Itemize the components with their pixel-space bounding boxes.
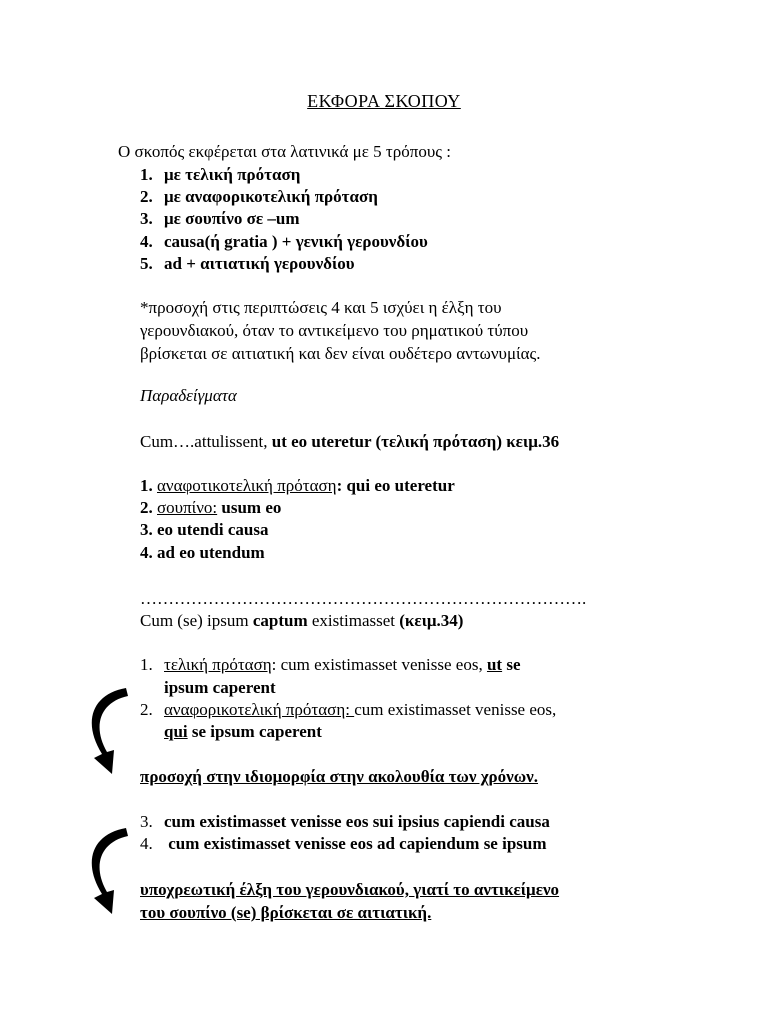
intro-text: Ο σκοπός εκφέρεται στα λατινικά με 5 τρόπους : — [118, 142, 451, 161]
example-2-item: 2. αναφορικοτελική πρόταση: cum existimasset venisse eos, — [140, 700, 557, 719]
curved-arrow-icon — [82, 682, 132, 778]
example-2-item-cont: qui se ipsum caperent — [164, 722, 322, 741]
note-line: γερουνδιακού, όταν το αντικείμενο του ρηματικού τύπου — [140, 321, 529, 340]
note-line: βρίσκεται σε αιτιατική και δεν είναι ουδέτερο αντωνυμίας. — [140, 344, 541, 363]
example-sentence-1: Cum….attulissent, ut eo uteretur (τελική πρόταση) κειμ.36 — [140, 432, 560, 451]
way-item: 5. ad + αιτιατική γερουνδίου — [140, 254, 355, 273]
example-3-item: 4. cum existimasset venisse eos ad capiendum se ipsum — [140, 834, 547, 853]
note-line: *προσοχή στις περιπτώσεις 4 και 5 ισχύει η έλξη του — [140, 298, 502, 317]
example-2-item: 1. τελική πρόταση: cum existimasset venisse eos, ut se — [140, 655, 521, 674]
way-item: 1. με τελική πρόταση — [140, 165, 301, 184]
way-item: 4. causa(ή gratia ) + γενική γερουνδίου — [140, 232, 428, 251]
example-1-item: 2. σουπίνο: usum eo — [140, 498, 282, 517]
example-1-item: 1. αναφοτικοτελική πρόταση: qui eo uteretur — [140, 476, 455, 495]
way-item: 2. με αναφορικοτελική πρόταση — [140, 187, 378, 206]
example-2-item-cont: ipsum caperent — [164, 678, 276, 697]
example-1-item: 4. ad eo utendum — [140, 543, 265, 562]
warning-note: προσοχή στην ιδιομορφία στην ακολουθία των χρόνων. — [140, 767, 539, 786]
warning-note: του σουπίνο (se) βρίσκεται σε αιτιατική. — [140, 903, 432, 922]
way-item: 3. με σουπίνο σε –um — [140, 209, 300, 228]
dotted-separator: ……………………………………………………………………. — [140, 589, 587, 608]
example-1-item: 3. eo utendi causa — [140, 520, 269, 539]
page-title: ΕΚΦΟΡΑ ΣΚΟΠΟΥ — [307, 91, 461, 111]
curved-arrow-icon — [82, 822, 132, 918]
warning-note: υποχρεωτική έλξη του γερουνδιακού, γιατί το αντικείμενο — [140, 880, 560, 899]
example-3-item: 3. cum existimasset venisse eos sui ipsius capiendi causa — [140, 812, 550, 831]
example-sentence-2: Cum (se) ipsum captum existimasset (κειμ.34) — [140, 611, 464, 630]
examples-heading: Παραδείγματα — [140, 386, 237, 405]
